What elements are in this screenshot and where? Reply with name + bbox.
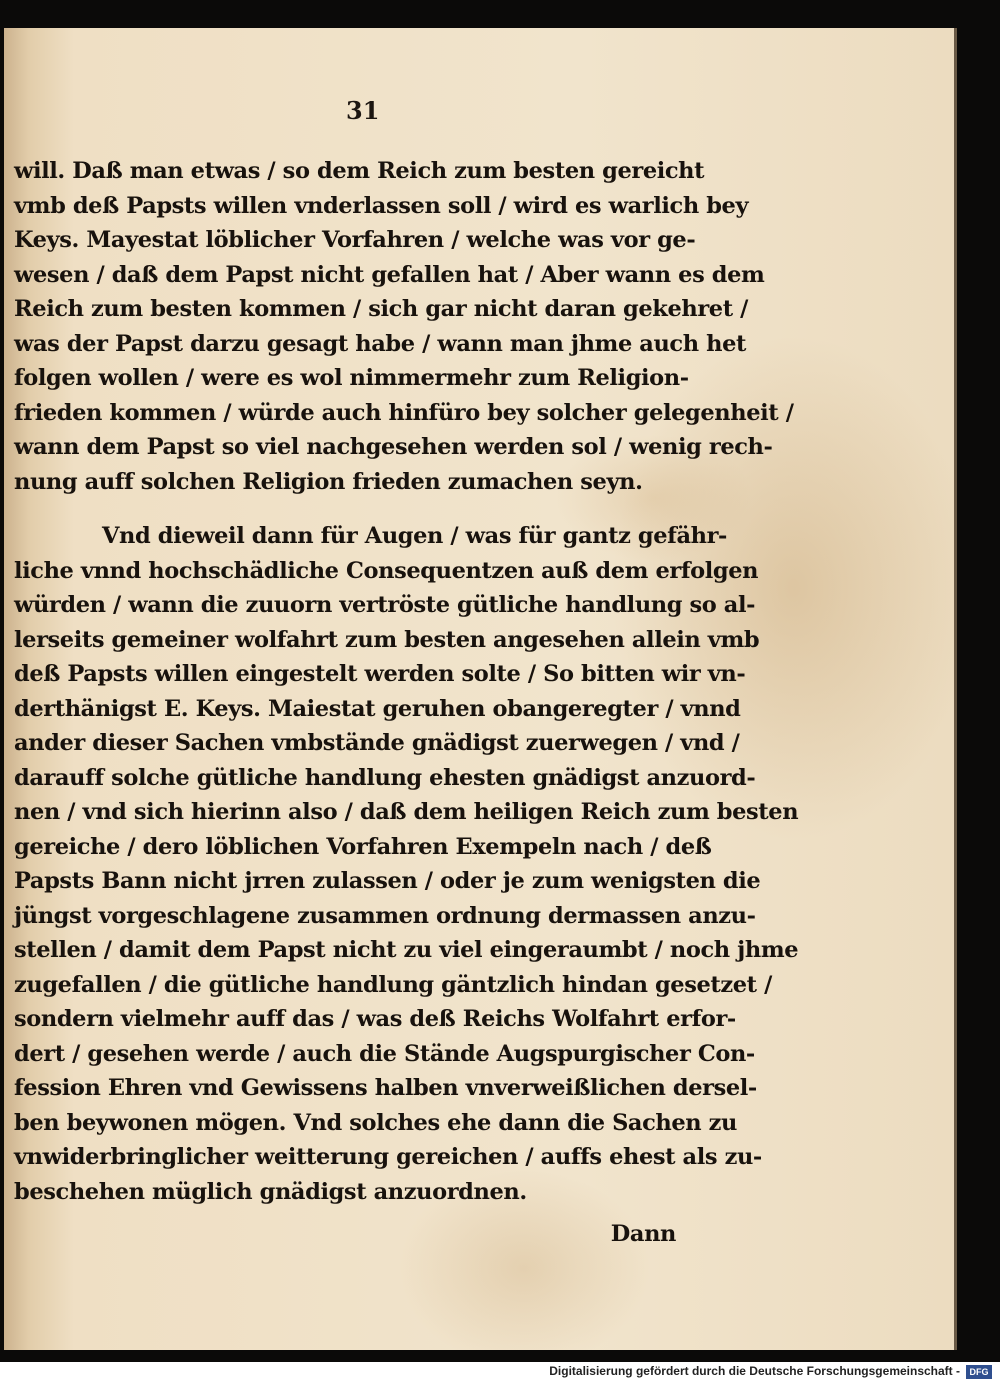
text-line: deß Papsts willen eingestelt werden solte / So bitten wir vn- <box>14 661 746 687</box>
dfg-logo: DFG <box>966 1365 992 1379</box>
text-line: beschehen müglich gnädigst anzuordnen. <box>14 1178 527 1205</box>
text-line: würden / wann die zuuorn vertröste gütliche handlung so al- <box>14 592 756 618</box>
text-line: wesen / daß dem Papst nicht gefallen hat / Aber wann es dem <box>14 261 765 288</box>
text-line: Vnd dieweil dann für Augen / was für gantz gefähr- <box>102 523 727 549</box>
text-line: nung auff solchen Religion frieden zumachen seyn. <box>14 468 643 495</box>
book-page <box>4 28 957 1350</box>
text-line: jüngst vorgeschlagene zusammen ordnung dermassen anzu- <box>14 902 756 929</box>
page-number: 31 <box>346 96 380 125</box>
footer-bar <box>0 1362 1000 1383</box>
text-line: Reich zum besten kommen / sich gar nicht daran gekehret / <box>14 296 748 322</box>
text-line: frieden kommen / würde auch hinfüro bey solcher gelegenheit / <box>14 399 794 426</box>
text-line: nen / vnd sich hierinn also / daß dem heiligen Reich zum besten <box>14 799 799 825</box>
text-line: was der Papst darzu gesagt habe / wann man jhme auch het <box>14 330 746 357</box>
text-line: dert / gesehen werde / auch die Stände Augspurgischer Con- <box>14 1040 755 1067</box>
text-line: darauff solche gütliche handlung ehesten gnädigst anzuord- <box>14 764 756 791</box>
text-line: zugefallen / die gütliche handlung gäntzlich hindan gesetzet / <box>14 971 772 998</box>
paragraph-2 <box>14 519 799 1209</box>
funding-credit: Digitalisierung gefördert durch die Deutsche Forschungsgemeinschaft - <box>549 1364 960 1378</box>
text-line: wann dem Papst so viel nachgesehen werden sol / wenig rech- <box>14 434 773 460</box>
text-line: ander dieser Sachen vmbstände gnädigst zuerwegen / vnd / <box>14 730 740 756</box>
text-line: will. Daß man etwas / so dem Reich zum besten gereicht <box>14 158 705 184</box>
text-line: vmb deß Papsts willen vnderlassen soll / wird es warlich bey <box>14 192 749 219</box>
text-line: stellen / damit dem Papst nicht zu viel eingeraumbt / noch jhme <box>14 937 799 963</box>
text-line: folgen wollen / were es wol nimmermehr zum Religion- <box>14 365 689 391</box>
text-line: Keys. Mayestat löblicher Vorfahren / welche was vor ge- <box>14 227 696 253</box>
paragraph-1 <box>14 154 794 499</box>
paragraph-gap <box>14 499 704 519</box>
catchword: Dann <box>610 1221 676 1247</box>
text-line: ben beywonen mögen. Vnd solches ehe dann die Sachen zu <box>14 1109 738 1136</box>
text-line: derthänigst E. Keys. Maiestat geruhen obangeregter / vnnd <box>14 695 741 722</box>
text-line: fession Ehren vnd Gewissens halben vnverweißlichen dersel- <box>14 1075 757 1101</box>
text-line: lerseits gemeiner wolfahrt zum besten angesehen allein vmb <box>14 626 760 653</box>
body-text <box>14 154 799 1252</box>
text-line: liche vnnd hochschädliche Consequentzen auß dem erfolgen <box>14 557 759 584</box>
text-line: vnwiderbringlicher weitterung gereichen / auffs ehest als zu- <box>14 1144 762 1170</box>
text-line: gereiche / dero löblichen Vorfahren Exempeln nach / deß <box>14 833 712 860</box>
text-line: Papsts Bann nicht jrren zulassen / oder je zum wenigsten die <box>14 868 761 894</box>
text-line: sondern vielmehr auff das / was deß Reichs Wolfahrt erfor- <box>14 1006 736 1032</box>
